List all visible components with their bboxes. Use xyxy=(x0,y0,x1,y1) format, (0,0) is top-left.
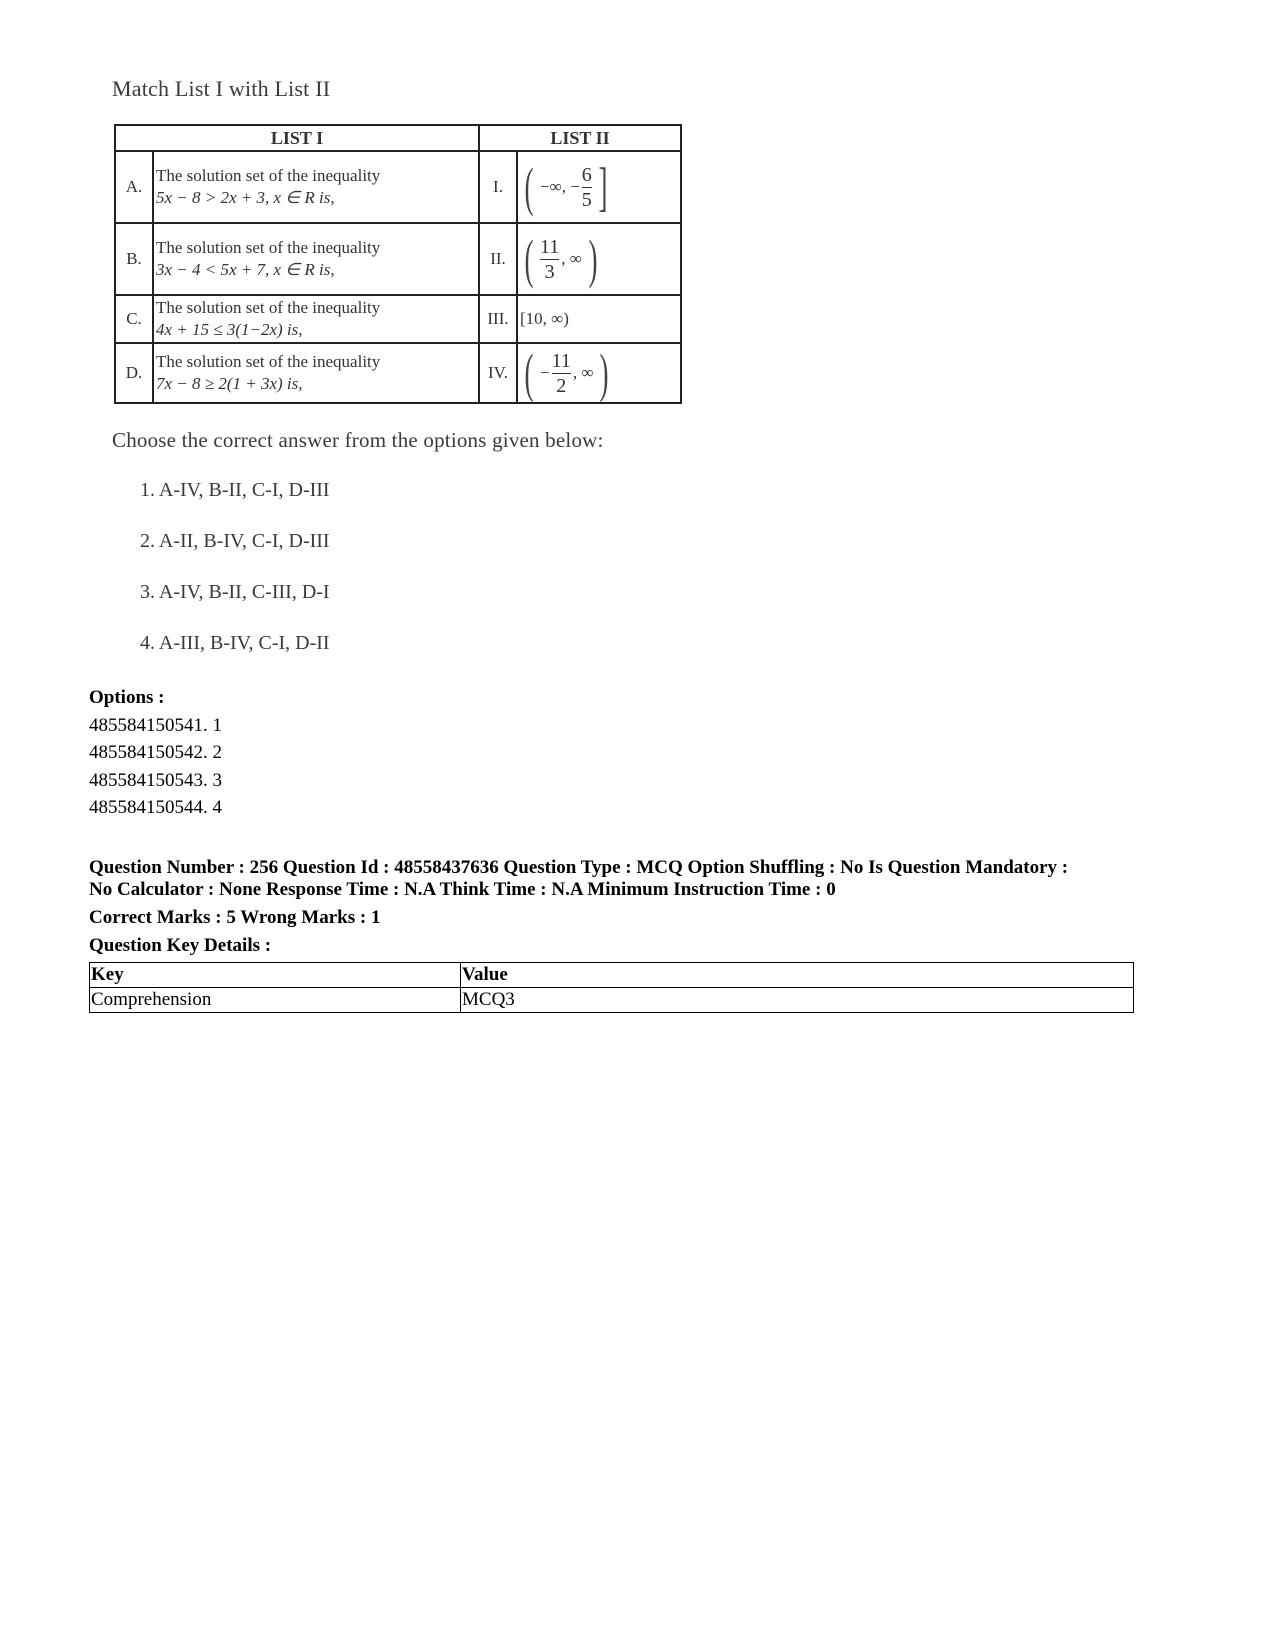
key-details-heading: Question Key Details : xyxy=(89,935,272,956)
key-cell: Comprehension xyxy=(90,988,461,1013)
interval-right: , ∞ xyxy=(561,249,582,268)
frac-denominator: 5 xyxy=(581,188,592,211)
option-item: 485584150543. 3 xyxy=(89,769,222,791)
option-item: 485584150542. 2 xyxy=(89,742,222,763)
row-interval: ( −∞, − $\frac{6}{5}$ ] xyxy=(517,151,681,223)
row-text xyxy=(153,295,479,343)
row-letter: A. xyxy=(115,151,153,223)
row-inequality: 7x − 8 ≥ 2(1 + 3x) is, xyxy=(156,374,303,393)
interval-left: − xyxy=(539,363,550,382)
row-interval: ( $\frac{11}{3}$ , ∞ ) xyxy=(517,223,681,295)
match-row-b xyxy=(115,223,681,295)
row-roman: II. xyxy=(479,223,517,295)
row-letter: B. xyxy=(115,223,153,295)
interval-fraction xyxy=(552,351,571,396)
options-block xyxy=(89,684,222,822)
meta-line-2: No Calculator : None Response Time : N.A Think Time : N.A Minimum Instruction Time : 0 xyxy=(89,879,836,900)
row-text-line1: The solution set of the inequality xyxy=(156,238,381,257)
option-item: 485584150544. 4 xyxy=(89,797,222,818)
table-row xyxy=(90,988,1134,1013)
row-interval xyxy=(517,295,681,343)
row-letter: D. xyxy=(115,343,153,403)
list1-header: LIST I xyxy=(115,125,479,151)
value-cell: MCQ3 xyxy=(461,988,1134,1013)
answer-choice: 1. A-IV, B-II, C-I, D-III xyxy=(140,479,330,501)
value-column-header: Value xyxy=(461,963,1134,988)
question-image xyxy=(112,76,712,683)
row-inequality: 3x − 4 < 5x + 7, x ∈ R is, xyxy=(156,260,335,279)
options-heading: Options : xyxy=(89,687,165,708)
answer-choice: 4. A-III, B-IV, C-I, D-II xyxy=(140,632,330,654)
row-roman: I. xyxy=(479,151,517,223)
interval-text: [10, ∞) xyxy=(520,309,569,328)
row-letter: C. xyxy=(115,295,153,343)
row-text-line1: The solution set of the inequality xyxy=(156,352,381,371)
row-text xyxy=(153,343,479,403)
marks-line: Correct Marks : 5 Wrong Marks : 1 xyxy=(89,907,381,928)
question-intro: Match List I with List II xyxy=(112,76,331,101)
frac-numerator: 11 xyxy=(539,235,560,258)
answer-choice: 3. A-IV, B-II, C-III, D-I xyxy=(140,581,330,603)
row-text-line1: The solution set of the inequality xyxy=(156,298,381,317)
meta-line-1: Question Number : 256 Question Id : 48558437636 Question Type : MCQ Option Shuffling : No Is Question Mandatory : xyxy=(89,857,1069,878)
row-text xyxy=(153,151,479,223)
row-roman: III. xyxy=(479,295,517,343)
row-inequality: 4x + 15 ≤ 3(1−2x) is, xyxy=(156,320,303,339)
match-row-d xyxy=(115,343,681,403)
frac-denominator: 3 xyxy=(544,260,555,283)
answer-choice-list xyxy=(112,479,712,683)
key-column-header: Key xyxy=(90,963,461,988)
question-meta xyxy=(89,857,1139,957)
interval-fraction xyxy=(582,165,592,210)
frac-numerator: 11 xyxy=(551,349,571,372)
match-row-a xyxy=(115,151,681,223)
row-text-line1: The solution set of the inequality xyxy=(156,166,381,185)
choose-instruction: Choose the correct answer from the options given below: xyxy=(112,428,604,452)
match-table xyxy=(114,124,682,404)
frac-denominator: 2 xyxy=(556,374,567,397)
key-table-header xyxy=(90,963,1134,988)
list2-header: LIST II xyxy=(479,125,681,151)
interval-right: , ∞ xyxy=(572,363,594,382)
frac-numerator: 6 xyxy=(581,163,592,186)
key-details-table xyxy=(89,962,1134,1013)
row-text xyxy=(153,223,479,295)
match-row-c xyxy=(115,295,681,343)
option-item: 485584150541. 1 xyxy=(89,714,222,736)
row-interval: ( − $\frac{11}{2}$ , ∞ ) xyxy=(517,343,681,403)
interval-fraction xyxy=(540,237,559,282)
row-roman: IV. xyxy=(479,343,517,403)
match-table-header xyxy=(115,125,681,151)
interval-left: −∞, − xyxy=(539,177,580,196)
row-inequality: 5x − 8 > 2x + 3, x ∈ R is, xyxy=(156,188,335,207)
answer-choice: 2. A-II, B-IV, C-I, D-III xyxy=(140,530,330,552)
